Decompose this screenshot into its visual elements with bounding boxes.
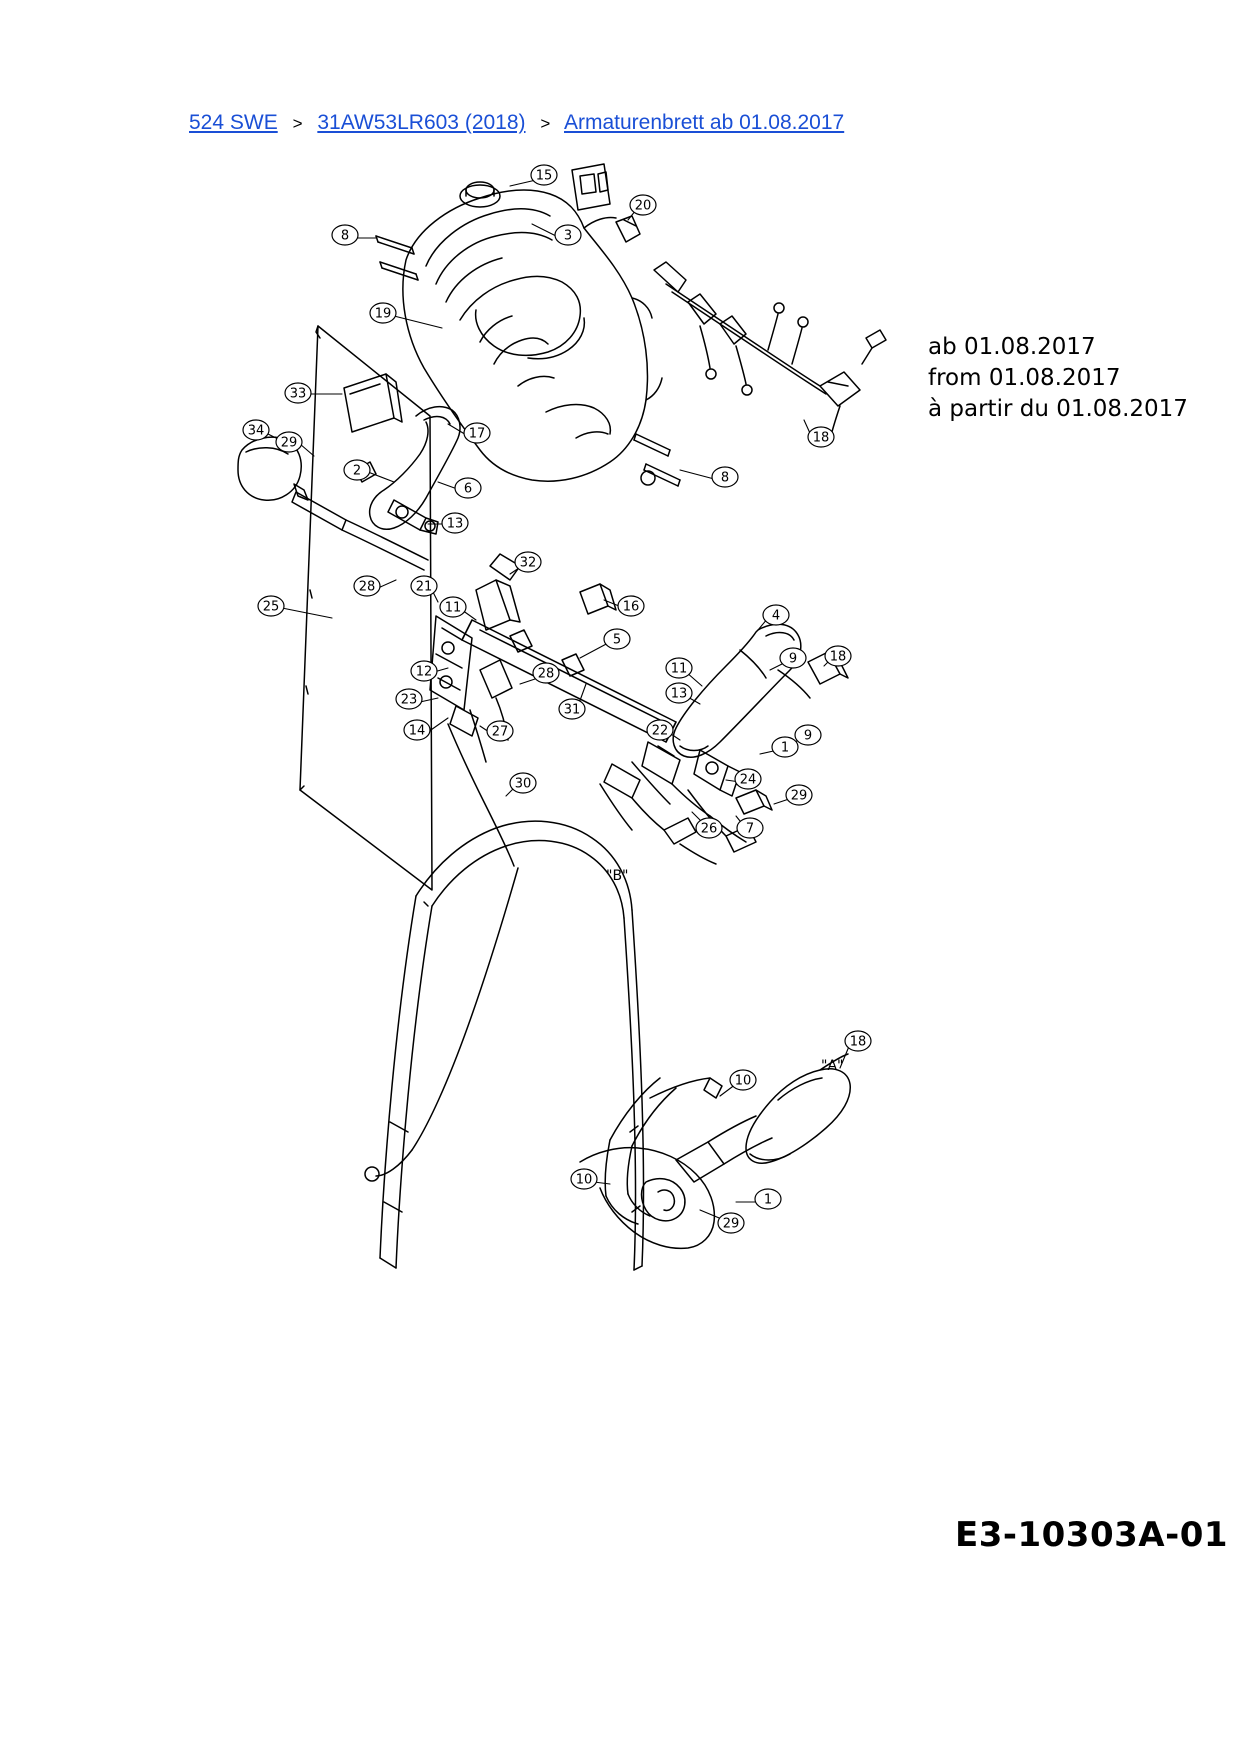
part-8-screws-left — [376, 236, 418, 280]
callout-bubble[interactable] — [845, 1031, 871, 1051]
section-ref-a: "A" — [821, 1058, 844, 1074]
callout-number: 27 — [491, 724, 509, 740]
callout-number: 18 — [829, 649, 847, 665]
callout-bubble[interactable] — [737, 818, 763, 838]
callout-bubble[interactable] — [795, 725, 821, 745]
callout-bubble[interactable] — [411, 576, 437, 596]
callout-number: 18 — [849, 1034, 867, 1050]
callout-number: 1 — [763, 1192, 773, 1208]
callout-bubble[interactable] — [276, 432, 302, 452]
lower-control-assembly — [600, 742, 772, 864]
callout-bubble[interactable] — [258, 596, 284, 616]
callout-bubble[interactable] — [354, 576, 380, 596]
callout-number: 17 — [468, 426, 486, 442]
callout-number: 8 — [340, 228, 350, 244]
callout-bubble[interactable] — [808, 427, 834, 447]
callout-number: 23 — [400, 692, 418, 708]
detail-view-bottom — [580, 1054, 850, 1248]
callout-number: 10 — [575, 1172, 593, 1188]
callout-bubble[interactable] — [718, 1213, 744, 1233]
breadcrumb-link-serial[interactable]: 31AW53LR603 (2018) — [317, 111, 526, 134]
callout-bubble[interactable] — [772, 737, 798, 757]
breadcrumb-link-model[interactable]: 524 SWE — [189, 111, 278, 134]
callout-number: 12 — [415, 664, 433, 680]
callout-number: 11 — [444, 600, 462, 616]
callout-number: 6 — [463, 481, 473, 497]
callout-number: 8 — [720, 470, 730, 486]
callout-number: 24 — [739, 772, 757, 788]
breadcrumb — [189, 110, 844, 137]
callout-number: 31 — [563, 702, 581, 718]
callout-number: 22 — [651, 723, 669, 739]
callout-number: 4 — [771, 608, 781, 624]
callout-number: 19 — [374, 306, 392, 322]
callout-bubble[interactable] — [440, 597, 466, 617]
callout-number: 29 — [722, 1216, 740, 1232]
callout-bubble[interactable] — [712, 467, 738, 487]
callout-number: 26 — [700, 821, 718, 837]
part-15-bracket — [572, 164, 610, 210]
callout-bubble[interactable] — [510, 773, 536, 793]
callout-number: 5 — [612, 632, 622, 648]
date-note — [928, 332, 1188, 425]
part-8-screws-right — [634, 434, 680, 486]
callout-number: 18 — [812, 430, 830, 446]
callout-bubble[interactable] — [780, 648, 806, 668]
callout-number: 14 — [408, 723, 426, 739]
part-33-plate — [344, 374, 402, 432]
callout-bubble[interactable] — [618, 596, 644, 616]
callout-bubble[interactable] — [411, 661, 437, 681]
dashboard-console-shape — [403, 182, 662, 481]
callout-bubble[interactable] — [666, 658, 692, 678]
callout-bubble[interactable] — [370, 303, 396, 323]
callout-number: 29 — [790, 788, 808, 804]
callout-bubble[interactable] — [755, 1189, 781, 1209]
callout-bubble[interactable] — [344, 460, 370, 480]
callout-bubble[interactable] — [487, 721, 513, 741]
callout-bubble[interactable] — [647, 720, 673, 740]
callout-number: 34 — [247, 423, 265, 439]
callout-bubble[interactable] — [555, 225, 581, 245]
callout-number: 28 — [537, 666, 555, 682]
callout-number: 10 — [734, 1073, 752, 1089]
callout-bubble[interactable] — [285, 383, 311, 403]
callout-number: 3 — [563, 228, 573, 244]
date-note-en: from 01.08.2017 — [928, 365, 1121, 391]
callout-number: 1 — [780, 740, 790, 756]
breadcrumb-separator-1: > — [292, 114, 303, 133]
date-note-fr: à partir du 01.08.2017 — [928, 396, 1188, 422]
callout-number: 16 — [622, 599, 640, 615]
callout-bubble[interactable] — [559, 699, 585, 719]
callout-number: 28 — [358, 579, 376, 595]
section-ref-b: "B" — [606, 868, 629, 884]
callout-bubble[interactable] — [666, 683, 692, 703]
breadcrumb-separator-2: > — [540, 114, 551, 133]
wiring-harness — [654, 262, 886, 440]
callout-bubble[interactable] — [404, 720, 430, 740]
date-note-de: ab 01.08.2017 — [928, 334, 1096, 360]
callout-number: 30 — [514, 776, 532, 792]
callout-bubble[interactable] — [630, 195, 656, 215]
callout-bubble[interactable] — [825, 646, 851, 666]
callout-bubble[interactable] — [604, 629, 630, 649]
callout-number: 20 — [634, 198, 652, 214]
callout-bubble[interactable] — [332, 225, 358, 245]
callout-number: 13 — [446, 516, 464, 532]
control-lever-left — [292, 407, 460, 570]
callout-bubble[interactable] — [515, 552, 541, 572]
callout-bubble[interactable] — [735, 769, 761, 789]
callout-number: 7 — [745, 821, 755, 837]
callout-number: 2 — [352, 463, 362, 479]
callout-bubble[interactable] — [464, 423, 490, 443]
callout-number: 11 — [670, 661, 688, 677]
callout-layer — [243, 165, 871, 1233]
callout-bubble[interactable] — [455, 478, 481, 498]
callout-number: 21 — [415, 579, 433, 595]
callout-number: 9 — [803, 728, 813, 744]
callout-number: 13 — [670, 686, 688, 702]
handle-tube-right — [670, 624, 848, 757]
callout-leader-lines — [268, 180, 850, 1220]
callout-bubble[interactable] — [396, 689, 422, 709]
callout-bubble[interactable] — [243, 420, 269, 440]
callout-bubble[interactable] — [786, 785, 812, 805]
parts-diagram — [180, 150, 1229, 1555]
callout-bubble[interactable] — [571, 1169, 597, 1189]
callout-number: 29 — [280, 435, 298, 451]
drawing-code: E3-10303A-01 — [955, 1515, 1229, 1555]
callout-number: 15 — [535, 168, 553, 184]
callout-bubble[interactable] — [696, 818, 722, 838]
callout-bubble[interactable] — [763, 605, 789, 625]
callout-bubble[interactable] — [730, 1070, 756, 1090]
callout-bubble[interactable] — [531, 165, 557, 185]
callout-number: 25 — [262, 599, 280, 615]
callout-number: 33 — [289, 386, 307, 402]
breadcrumb-link-assembly[interactable]: Armaturenbrett ab 01.08.2017 — [564, 111, 845, 134]
callout-number: 9 — [788, 651, 798, 667]
callout-number: 32 — [519, 555, 537, 571]
deflector-panel — [300, 326, 432, 890]
callout-bubble[interactable] — [533, 663, 559, 683]
callout-bubble[interactable] — [442, 513, 468, 533]
